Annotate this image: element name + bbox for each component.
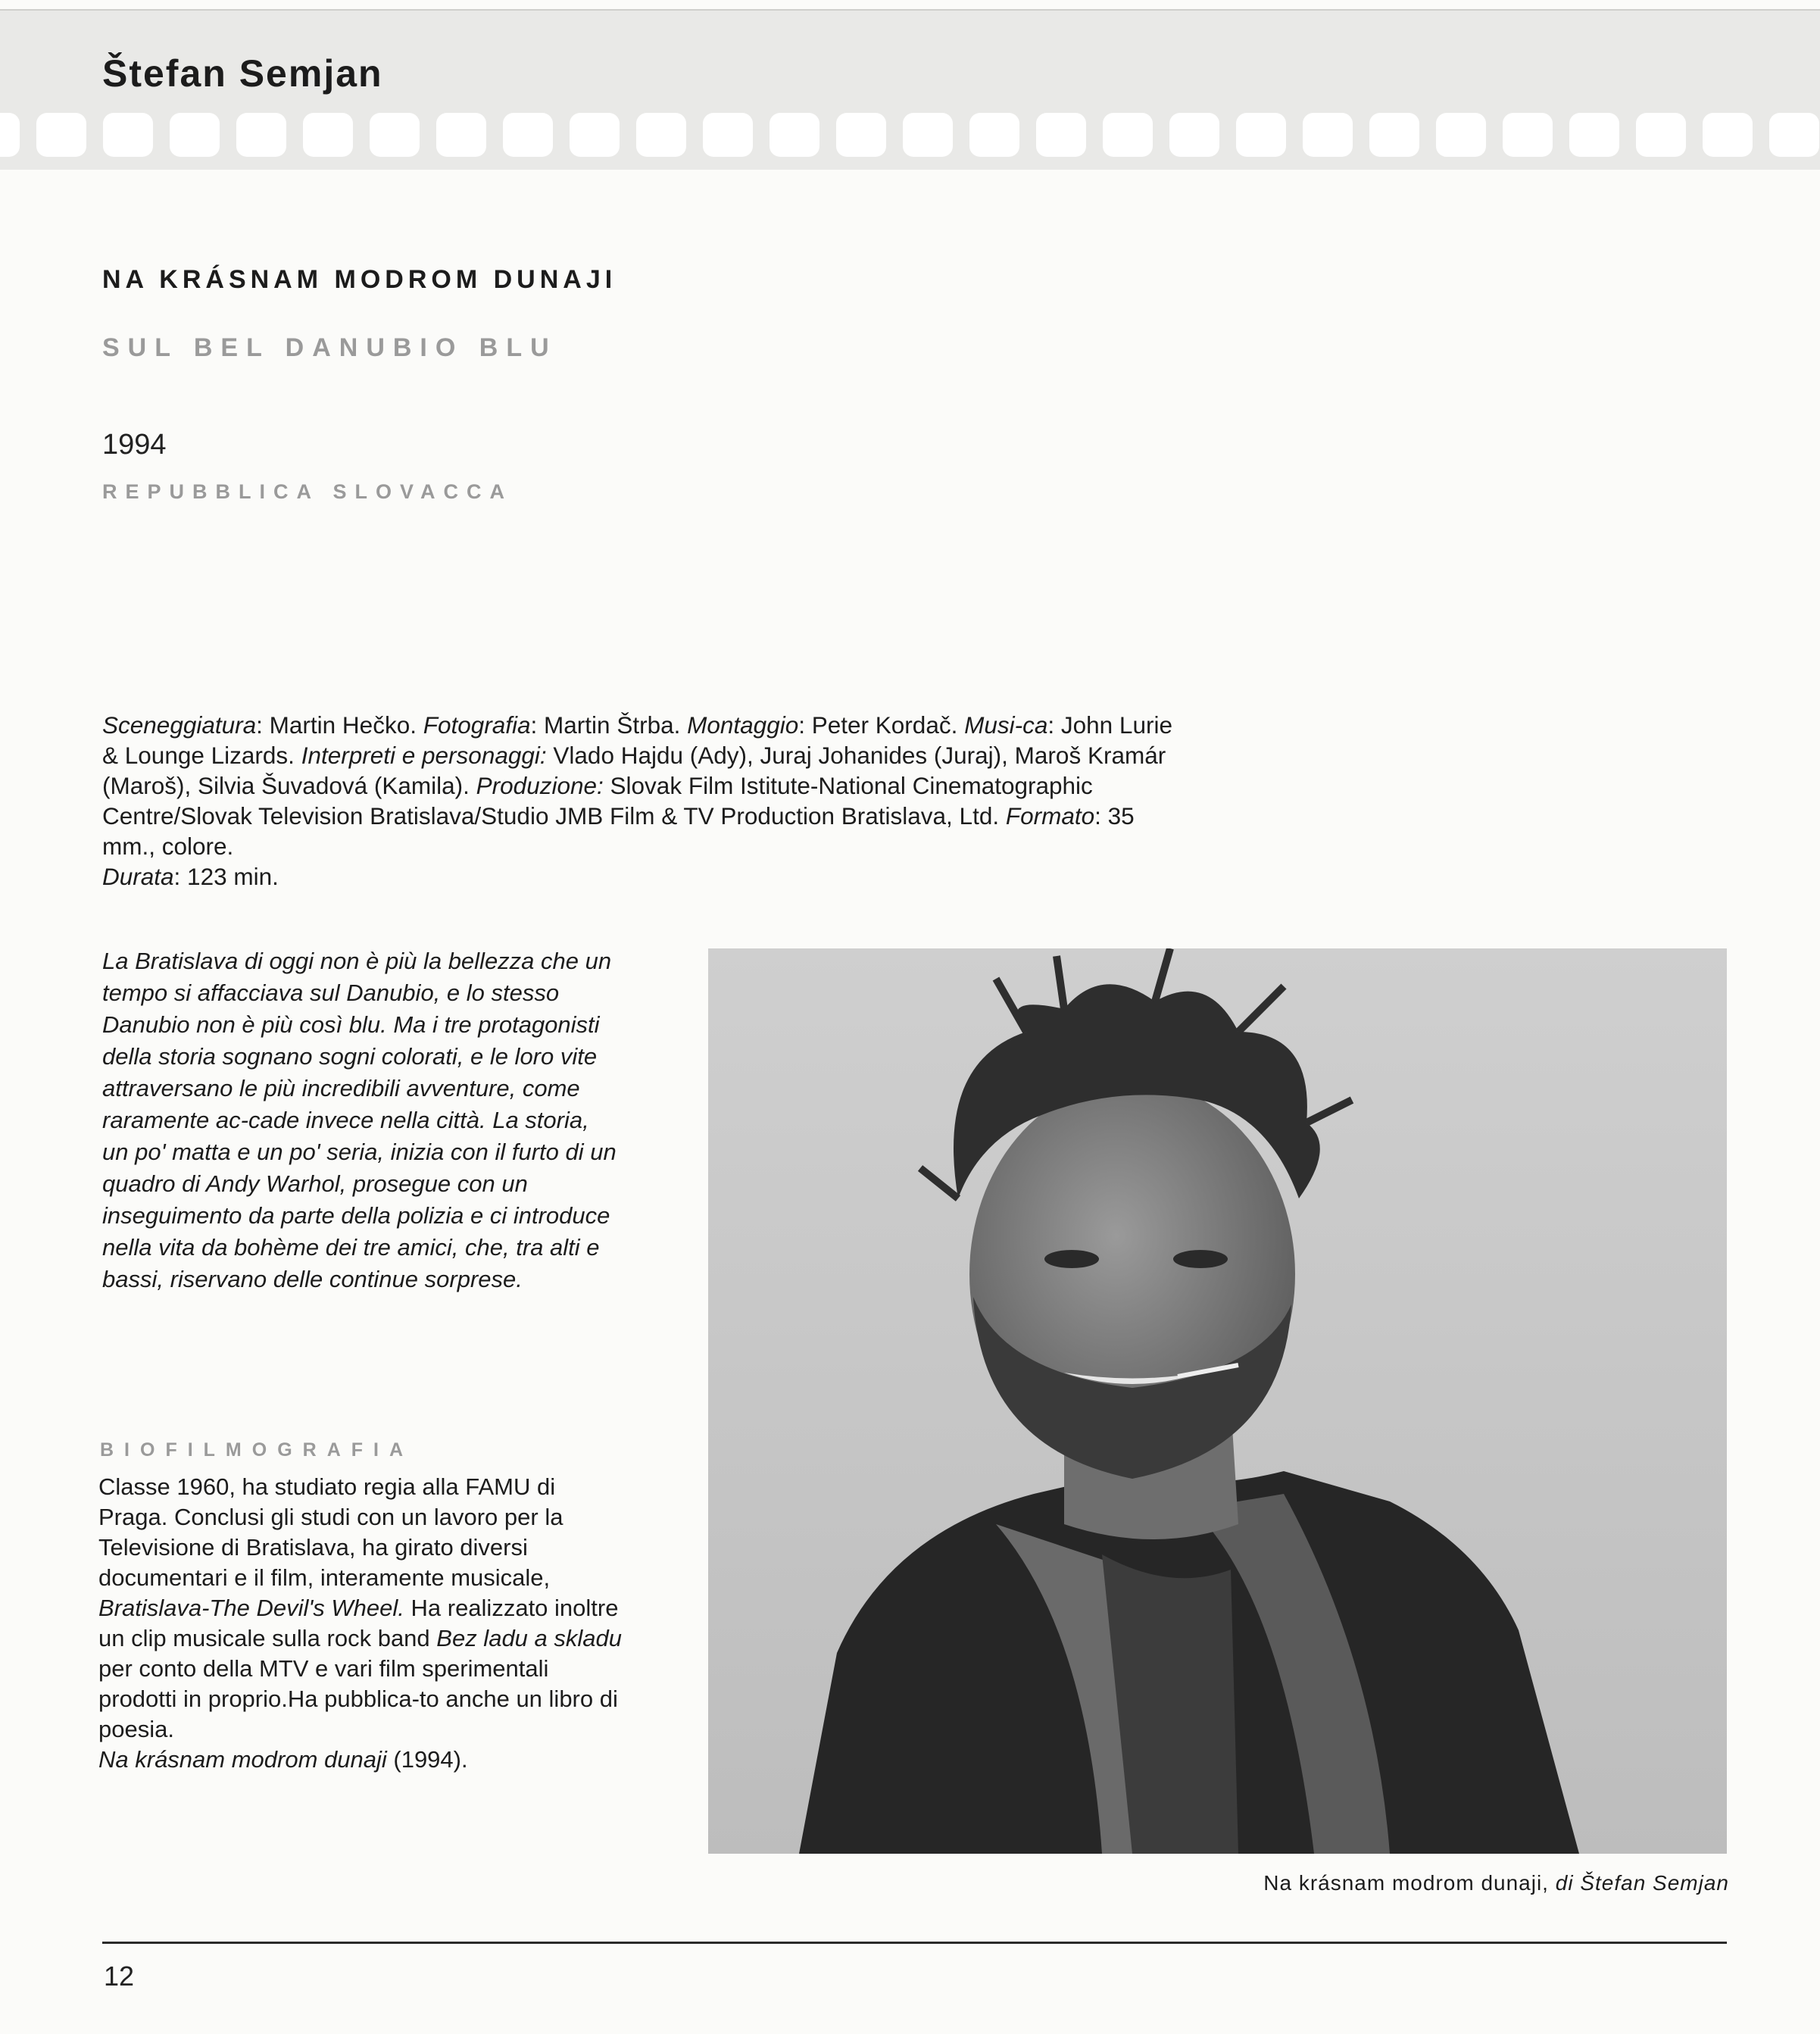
caption-title: Na krásnam modrom dunaji, — [1263, 1871, 1549, 1895]
production-label: Produzione: — [476, 772, 604, 799]
film-perforation — [1303, 113, 1353, 157]
photography-label: Fotografia — [423, 711, 531, 739]
film-perforation — [770, 113, 819, 157]
duration-value: : 123 min. — [173, 863, 279, 890]
format-value: : 35 mm., colore. — [102, 802, 1135, 860]
editing-label: Montaggio — [687, 711, 799, 739]
film-perforation — [570, 113, 620, 157]
film-perforation — [1169, 113, 1219, 157]
bio-text-part-3: per conto della MTV e vari film sperimentali prodotti in proprio.Ha pubblica-to anche un libro di poesia. — [98, 1655, 618, 1742]
screenplay-value: : Martin Hečko. — [256, 711, 423, 739]
film-perforation — [370, 113, 420, 157]
film-perforation — [1236, 113, 1286, 157]
screenplay-label: Sceneggiatura — [102, 711, 257, 739]
film-perforation — [503, 113, 553, 157]
film-perforations — [0, 113, 1820, 157]
film-perforation — [303, 113, 353, 157]
film-title-italian: SUL BEL DANUBIO BLU — [102, 333, 557, 362]
film-perforation — [1036, 113, 1086, 157]
film-country: REPUBBLICA SLOVACCA — [102, 480, 514, 503]
cast-value: Vlado Hajdu (Ady), Juraj Johanides (Juraj), Maroš Kramár (Maroš), Silvia Šuvadová (Kamila). — [102, 742, 1166, 799]
film-perforation — [1369, 113, 1419, 157]
bio-text-part-2: Ha realizzato inoltre un clip musicale sulla rock band — [98, 1595, 619, 1651]
film-perforation — [703, 113, 753, 157]
film-strip-header — [0, 9, 1820, 170]
film-perforation — [1436, 113, 1486, 157]
film-perforation — [1636, 113, 1686, 157]
film-perforation — [836, 113, 886, 157]
bio-band-name: Bez ladu a skladu — [436, 1625, 622, 1651]
film-perforation — [236, 113, 286, 157]
editing-value: : Peter Kordač. — [798, 711, 965, 739]
film-perforation — [969, 113, 1019, 157]
film-credits — [102, 710, 1185, 892]
bio-text-part-1: Classe 1960, ha studiato regia alla FAMU di Praga. Conclusi gli studi con un lavoro per la Televisione di Bratislava, ha girato diversi documentari e il film, interamente musicale, — [98, 1473, 563, 1591]
music-value: : John Lurie & Lounge Lizards. — [102, 711, 1172, 769]
film-perforation — [436, 113, 486, 157]
cast-label: Interpreti e personaggi: — [301, 742, 547, 769]
biography-text — [98, 1472, 629, 1775]
portrait-image — [708, 948, 1727, 1854]
film-title-original: NA KRÁSNAM MODROM DUNAJI — [102, 265, 617, 294]
film-perforation — [1503, 113, 1553, 157]
production-value: Slovak Film Istitute-National Cinematographic Centre/Slovak Television Bratislava/Studio JMB Film & TV Production Bratislava, Ltd. — [102, 772, 1093, 830]
music-label: Musi-ca — [964, 711, 1048, 739]
format-label: Formato — [1005, 802, 1095, 830]
filmography-title: Na krásnam modrom dunaji — [98, 1746, 387, 1773]
footer-rule — [102, 1942, 1727, 1944]
film-perforation — [1569, 113, 1619, 157]
film-perforation — [103, 113, 153, 157]
filmography-year: (1994). — [386, 1746, 468, 1773]
duration-label: Durata — [102, 863, 174, 890]
film-year: 1994 — [102, 429, 167, 461]
biofilmography-heading: BIOFILMOGRAFIA — [100, 1439, 414, 1461]
film-perforation — [170, 113, 220, 157]
film-perforation — [1703, 113, 1753, 157]
photography-value: : Martin Štrba. — [530, 711, 688, 739]
film-synopsis: La Bratislava di oggi non è più la bellezza che un tempo si affacciava sul Danubio, e lo stesso Danubio non è più così blu. Ma i tre protagonisti della storia sognano sogni colorati, e le loro vite attraversano le più incredibili avventure, come raramente ac-cade invece nella città. La storia, un po' matta e un po' seria, inizia con il furto di un quadro di Andy Warhol, prosegue con un inseguimento da parte della polizia e ci introduce nella vita da bohème dei tre amici, che, tra alti e bassi, riservano delle continue sorprese. — [102, 948, 617, 1292]
film-perforation — [903, 113, 953, 157]
film-perforation — [636, 113, 686, 157]
page-number: 12 — [104, 1961, 135, 1992]
film-perforation — [36, 113, 86, 157]
film-perforation — [1103, 113, 1153, 157]
caption-author: di Štefan Semjan — [1548, 1871, 1729, 1895]
director-photo — [708, 948, 1727, 1854]
film-perforation — [0, 113, 20, 157]
film-perforation — [1769, 113, 1819, 157]
author-name: Štefan Semjan — [102, 52, 383, 95]
photo-caption — [1263, 1871, 1729, 1895]
bio-film-title-1: Bratislava-The Devil's Wheel. — [98, 1595, 404, 1621]
